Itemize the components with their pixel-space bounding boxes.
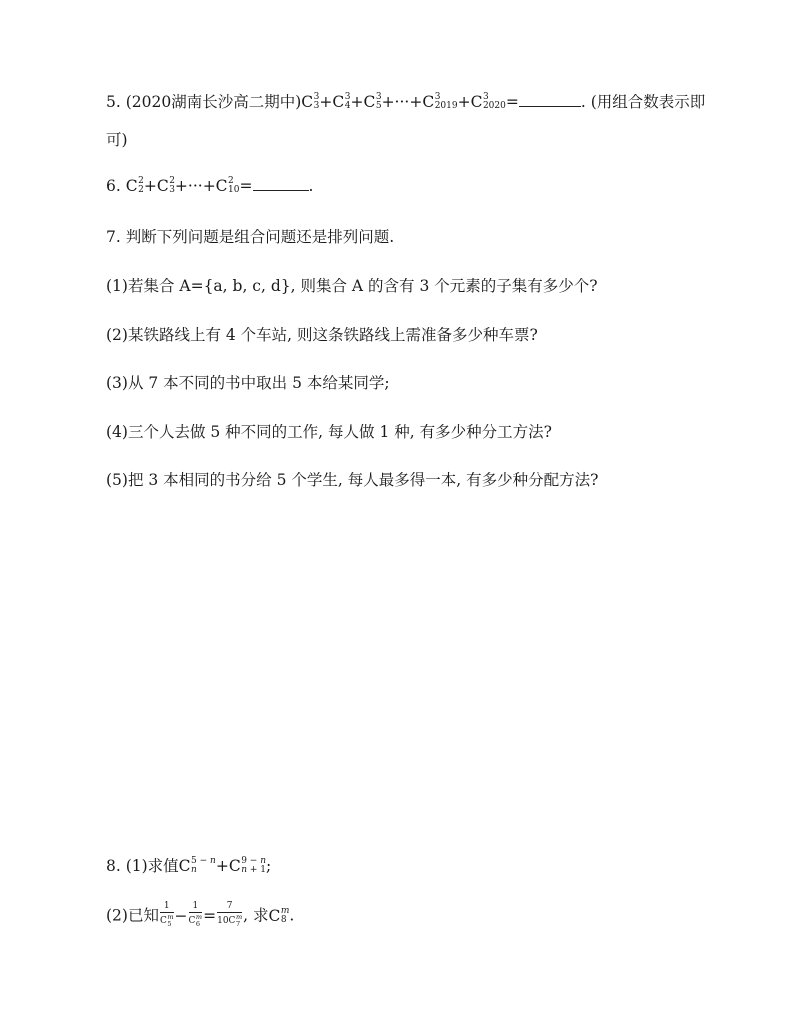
question-8-part-2-prefix: (2)已知	[106, 906, 159, 925]
question-8-part-1-prefix: 8. (1)求值	[106, 857, 179, 875]
question-5-line	[106, 92, 705, 112]
question-8-part-2-formula: 1 C m 5 − 1 C m 6 = 7 10C m 7	[159, 901, 243, 928]
question-8-part-2	[106, 901, 295, 929]
question-8-part-1-suffix: ;	[266, 857, 272, 875]
question-7-item: (2)某铁路线上有 4 个车站, 则这条铁路线上需准备多少种车票?	[106, 326, 538, 344]
question-6-prefix: 6.	[106, 177, 126, 195]
question-5-continuation: 可)	[106, 131, 128, 149]
answer-blank	[519, 92, 581, 107]
question-8-part-1	[106, 856, 271, 876]
question-8-part-2-suffix: .	[289, 906, 295, 925]
question-5-prefix: 5. (2020湖南长沙高二期中)	[106, 93, 302, 111]
question-6-suffix: .	[308, 177, 314, 195]
question-7-title: 7. 判断下列问题是组合问题还是排列问题.	[106, 228, 395, 246]
question-7-item: (4)三个人去做 5 种不同的工作, 每人做 1 种, 有多少种分工方法?	[106, 423, 552, 441]
question-8-part-2-target: C m 8	[268, 905, 290, 925]
question-6-line	[106, 176, 313, 196]
question-7-item: (5)把 3 本相同的书分给 5 个学生, 每人最多得一本, 有多少种分配方法?	[106, 471, 599, 489]
question-7-item: (1)若集合 A={a, b, c, d}, 则集合 A 的含有 3 个元素的子集有多少个?	[106, 277, 598, 295]
question-5-formula: C 3 3 +C 3 4 +C 3 5 +···+C 3 2019 +C 3 2020 =	[301, 92, 519, 111]
question-7-item: (3)从 7 本不同的书中取出 5 本给某同学;	[106, 374, 390, 392]
question-8-part-2-middle: , 求	[243, 906, 269, 925]
question-8-part-1-formula: C 5 − n n +C 9 − n n + 1	[178, 856, 266, 875]
question-6-formula: C 2 2 +C 2 3 +···+C 2 10 =	[125, 176, 253, 195]
question-5-suffix: . (用组合数表示即	[580, 93, 706, 111]
answer-blank	[253, 176, 309, 191]
